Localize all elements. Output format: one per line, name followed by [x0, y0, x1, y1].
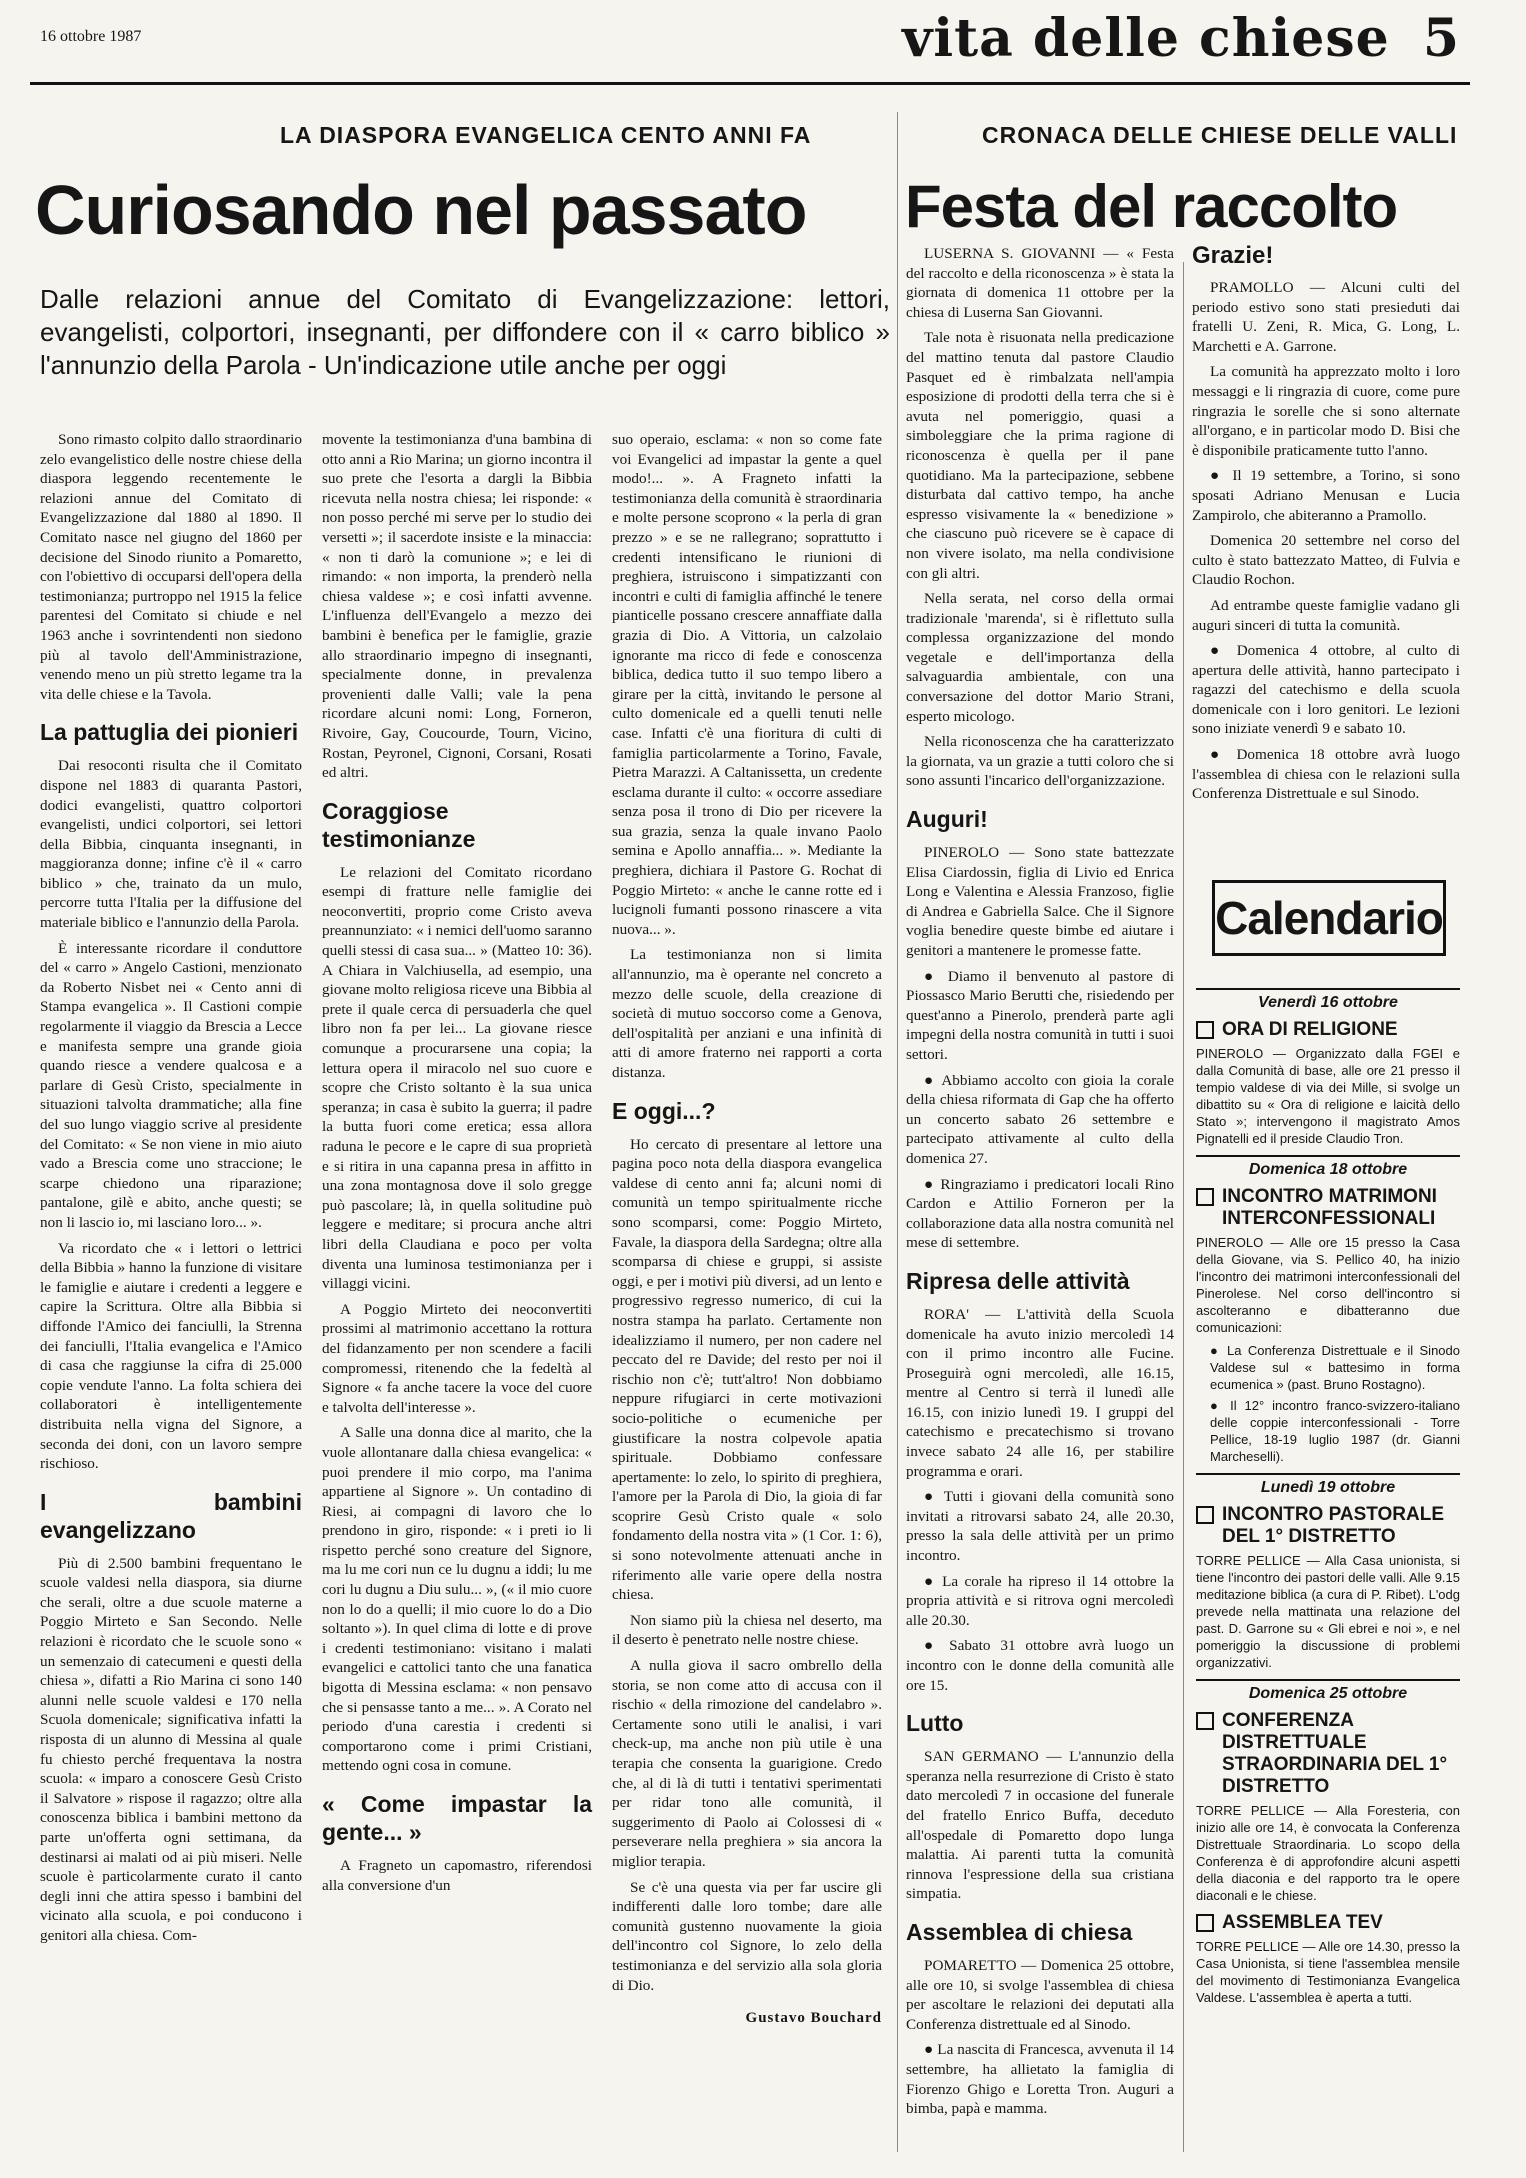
kicker-right: CRONACA DELLE CHIESE DELLE VALLI [982, 122, 1458, 148]
paragraph: ● Tutti i giovani della comunità sono invitati a ritrovarsi sabato 24, alle 20.30, presso la sala delle attività per un primo incontro. [906, 1488, 1174, 1565]
paragraph: ● Domenica 18 ottobre avrà luogo l'assemblea di chiesa con le relazioni sulla Conferenza Distrettuale e sul Sinodo. [1192, 746, 1460, 803]
event-text: TORRE PELLICE — Alla Casa unionista, si tiene l'incontro dei pastori delle valli. Alle 9.15 meditazione biblica (a cura di P. Ribet). L'odg prevede nella mattinata una relazione del past. D. Garrone su « Gli ebrei e noi », e nel pomeriggio la discussione di problemi organizzativi. [1196, 1553, 1460, 1670]
calendar-list [1196, 980, 1460, 2012]
checkbox-square-icon [1196, 1188, 1214, 1206]
event-title: INCONTRO MATRIMONI INTERCONFESSIONALI [1222, 1186, 1437, 1229]
subheading-lutto: Lutto [906, 1710, 964, 1737]
paragraph: Tale nota è risuonata nella predicazione del mattino tenuta dal pastore Claudio Pasquet ed è rimbalzata nell'ampia esposizione di prodotti della terra che si è avuta nel pomeriggio, quasi a simboleggiare che la prima ragione di riconoscenza è quella per il pane quotidiano. Ma la partecipazione, sebbene disturbata dal cattivo tempo, ha anche espresso visivamente la « benedizione » che ciascuno può ricevere se è capace di non vivere isolato, ma nella condivisione con gli altri. [906, 329, 1174, 582]
paragraph: ● La corale ha ripreso il 14 ottobre la propria attività e si ritrova ogni mercoledì alle 20.30. [906, 1572, 1174, 1629]
event-bullet: ● Il 12° incontro franco-svizzero-italiano delle coppie interconfessionali - Torre Pellice, 18-19 luglio 1987 (dr. Gianni Marcheselli). [1210, 1398, 1460, 1464]
paragraph: A Poggio Mirteto dei neoconvertiti prossimi al matrimonio accettano la rottura del fidanzamento per non scendere a facili compromessi, ritenendo che la fedeltà al Signore « fa anche tacere la voce del cuore e talvolta dell'interesse ». [322, 1300, 592, 1416]
subheading-grazie: Grazie! [1192, 242, 1274, 269]
paragraph: La comunità ha apprezzato molto i loro messaggi e li ringrazia di cuore, come pure ringrazia le sorelle che si sono alternate all'organo, e in particolar modo D. Bisi che è disponibile praticamente tutto l'anno. [1192, 363, 1460, 459]
paragraph: Nella riconoscenza che ha caratterizzato la giornata, va un grazie a tutti coloro che si sono assunti l'incarico dell'organizzazione. [906, 733, 1174, 790]
masthead [900, 8, 1460, 69]
paragraph: Non siamo più la chiesa nel deserto, ma il deserto è penetrato nelle nostre chiese. [612, 1611, 882, 1649]
event-text: TORRE PELLICE — Alla Foresteria, con inizio alle ore 14, è convocata la Conferenza Distrettuale Straordinaria. Lo scopo della Conferenza è di approfondire alcuni aspetti della diaconia e del rapporto tra le opere diaconali e le chiese. [1196, 1803, 1460, 1903]
calendar-day: Domenica 25 ottobre [1196, 1679, 1460, 1702]
checkbox-square-icon [1196, 1021, 1214, 1039]
event-text: PINEROLO — Organizzato dalla FGEI e dalla Comunità di base, alle ore 21 presso il tempio valdese di via dei Mille, si svolge un dibattito su « Ora di religione e laicità dello Stato »; intervengono il magistrato Amos Pignatelli ed il preside Claudio Tron. [1196, 1046, 1460, 1146]
paragraph: Va ricordato che « i lettori o lettrici della Bibbia » hanno la funzione di visitare le famiglie e aiutare i credenti a leggere e capire la Scrittura. Oltre alla Bibbia si diffonde l'Amico dei fanciulli, la Strenna dei fanciulli, l'Italia evangelica e l'Amico di casa che raggiunse la cifra di 25.000 copie vendute l'anno. La folta schiera dei collaboratori è intelligentemente distribuita nella vigna del Signore, a seconda dei doni, con un lavoro sempre rischioso. [40, 1239, 302, 1473]
paragraph: ● Sabato 31 ottobre avrà luogo un incontro con le donne della comunità alle ore 15. [906, 1637, 1174, 1694]
calendar-event-title [1196, 1912, 1460, 1934]
checkbox-square-icon [1196, 1506, 1214, 1524]
event-title: ORA DI RELIGIONE [1222, 1019, 1398, 1040]
article-deck: Dalle relazioni annue del Comitato di Evangelizzazione: lettori, evangelisti, colportori, insegnanti, per diffondere con il « carro biblico » l'annunzio della Parola - Un'indicazione utile anche per oggi [40, 284, 890, 380]
paragraph: È interessante ricordare il conduttore del « carro » Angelo Castioni, menzionato da Roberto Nisbet nei « Cento anni di Stampa evangelica ». Il Castioni compie regolarmente il viaggio da Brescia a Lecce e manifesta sempre una grande gioia quando riesce a vendere qualcosa e a parlare di Gesù Cristo, specialmente in situazioni talvolta drammatiche; alla fine del suo lungo viaggio scrive al presidente del Comitato: « Se non viene in mio aiuto vado a Brescia come uno straccione; le scarpe chiedono una riparazione; pantalone, gilè e abito, anche questi; se non li lascio io, mi lasciano loro... ». [40, 939, 302, 1231]
paragraph: SAN GERMANO — L'annunzio della speranza nella resurrezione di Cristo è stato dato mercoledì 7 in occasione del funerale del fratello Enrico Buffa, deceduto all'ospedale di Pomaretto dopo lunga malattia. Ai parenti tutta la comunità rinnova l'espressione della sua cristiana simpatia. [906, 1748, 1174, 1903]
section-title: vita delle chiese [902, 8, 1390, 69]
calendar-event-title [1196, 1019, 1460, 1041]
subheading: Coraggiose testimonianze [322, 797, 476, 852]
paragraph: movente la testimonianza d'una bambina di otto anni a Rio Marina; un giorno incontra il suo prete che l'esorta a dargli la Bibbia ricevuta nella nostra chiesa; lei risponde: « non posso perché mi serve per lo studio dei versetti »; il sacerdote insiste e la minaccia: « non ti darò la comunione »; e lei di rimando: « non importa, la prenderò nella chiesa valdese »; e così infatti avvenne. L'influenza dell'Evangelo a mezzo dei bambini è benefica per le famiglie, grazie allo straordinario impegno di insegnanti, specialmente donne, in prevalenza provenienti dalle Valli; vale la pena ricordare alcuni nomi: Long, Forneron, Rivoire, Gay, Coucourde, Tourn, Vicino, Rostan, Peyronel, Cignoni, Corsani, Rosati ed altri. [322, 431, 592, 782]
checkbox-square-icon [1196, 1914, 1214, 1932]
calendar-day: Domenica 18 ottobre [1196, 1155, 1460, 1178]
news-column-4 [906, 244, 1174, 2125]
calendar-title: Calendario [1212, 880, 1446, 956]
calendar-event-title [1196, 1186, 1460, 1230]
header-rule [30, 82, 1470, 85]
subheading-auguri: Auguri! [906, 806, 988, 833]
event-title: ASSEMBLEA TEV [1222, 1912, 1383, 1933]
subheading: I bambini evangelizzano [40, 1488, 302, 1543]
paragraph: POMARETTO — Domenica 25 ottobre, alle ore 10, si svolge l'assemblea di chiesa per ascoltare le relazioni dei deputati alla Conferenza distrettuale ed al Sinodo. [906, 1956, 1174, 2033]
calendar-day: Venerdì 16 ottobre [1196, 988, 1460, 1011]
kicker-left: LA DIASPORA EVANGELICA CENTO ANNI FA [280, 122, 812, 148]
calendar-event-title [1196, 1504, 1460, 1548]
headline-right: Festa del raccolto [905, 173, 1398, 240]
paragraph: ● Il 19 settembre, a Torino, si sono sposati Adriano Menusan e Lucia Zampirolo, che abiteranno a Pramollo. [1192, 467, 1460, 524]
paragraph: Dai resoconti risulta che il Comitato dispone nel 1883 di quaranta Pastori, dodici evangelisti, quattro colportori evangelisti, undici colportori, sei lettori della Bibbia, cinquanta insegnanti, in maggioranza donne; infine c'è il « carro biblico » che, trainato da un mulo, percorre tutta l'Italia per la diffusione del materiale biblico e l'annunzio della Parola. [40, 757, 302, 932]
issue-date: 16 ottobre 1987 [40, 28, 142, 45]
paragraph: A Salle una donna dice al marito, che la vuole allontanare dalla chiesa evangelica: « puoi prendere il mio corpo, ma l'anima appartiene al Signore ». Un contadino di Riesi, ai compagni di lavoro che lo prendono in giro, risponde: « i preti io li rispetto perché sono creature del Signore, ma lu me cori nun ce lu dugnu a iddi; lu me cori lu dugnu a Diu sulu... », (« il mio cuore non lo do a quelli; il mio cuore lo do a Dio soltanto »). In quel clima di lotte e di prove i credenti testimoniano: visitano i malati evangelici e cattolici tanto che una fanatica bigotta di Messina esclama: « non pensavo che si pensasse tanto a me... ». A Corato nel periodo d'una carestia i credenti si comportarono come i primi Cristiani, mettendo ogni cosa in comune. [322, 1424, 592, 1775]
paragraph: Domenica 20 settembre nel corso del culto è stato battezzato Matteo, di Fulvia e Claudio Rochon. [1192, 532, 1460, 589]
paragraph: PRAMOLLO — Alcuni culti del periodo estivo sono stati presieduti dai fratelli U. Zeni, R. Mica, G. Long, L. Marchetti e A. Garrone. [1192, 279, 1460, 355]
checkbox-square-icon [1196, 1712, 1214, 1730]
subheading: La pattuglia dei pionieri [40, 719, 299, 746]
paragraph: ● Ringraziamo i predicatori locali Rino Cardon e Attilio Forneron per la collaborazione data alla nostra comunità nel mese di settembre. [906, 1175, 1174, 1252]
paragraph: A nulla giova il sacro ombrello della storia, se non come atto di accusa con il rischio « della rimozione del candelabro ». Certamente sono utili le analisi, i vari check-up, ma anche non più utile è una terapia che consenta la guarigione. Credo che, al di là di tutti i tentativi sperimentati per ridar tono alle comunità, il suggerimento di Paolo ai Colossesi di « perseverare nella preghiera » sia ancora la miglior terapia. [612, 1657, 882, 1870]
paragraph: LUSERNA S. GIOVANNI — « Festa del raccolto e della riconoscenza » è stata la giornata di domenica 11 ottobre per la chiesa di Luserna San Giovanni. [906, 245, 1174, 321]
paragraph: Sono rimasto colpito dallo straordinario zelo evangelistico delle nostre chiese della diaspora leggendo recentemente le relazioni annue del Comitato di Evangelizzazione dal 1880 al 1890. Il Comitato nasce nel giugno del 1860 per decisione del Sinodo riunito a Pomaretto, con l'obiettivo di occuparsi dell'opera della testimonianza; purtroppo nel 1915 la felice parentesi del Comitato si chiude e nel 1963 anche i sovrintendenti non siedono più al tavolo dell'Amministrazione, venendo meno un più stretto legame tra la vita delle chiese e la Tavola. [40, 431, 302, 703]
event-title: CONFERENZA DISTRETTUALE STRAORDINARIA DEL 1° DISTRETTO [1222, 1710, 1448, 1797]
paragraph: ● Domenica 4 ottobre, al culto di apertura delle attività, hanno partecipato i ragazzi del catechismo e della scuola domenicale con i loro genitori. Le lezioni sono iniziate venerdì 9 e sabato 10. [1192, 642, 1460, 738]
paragraph: Ho cercato di presentare al lettore una pagina poco nota della diaspora evangelica valdese di cento anni fa; alcuni nomi di comunità un tempo spiritualmente ricche sono scomparsi, come: Poggio Mirteto, Favale, la diaspora della Sardegna; oltre alla scomparsa di chiese e gruppi, si assiste oggi, e per i motivi più diversi, ad un lento e progressivo regresso numerico, di cui la nostra stampa ha parlato. Certamente non idealizziamo il numero, per non cadere nel peccato del re Davide; del resto per noi il rischio non c'è; tutt'altro! Non dobbiamo neppure rifugiarci in certe motivazioni socio-politiche o ecumeniche per giustificare la nostra colpevole apatia spirituale. Dobbiamo confessare apertamente: lo zelo, lo spirito di preghiera, l'amore per la Parola di Dio, la gioia di far scoprire Gesù Cristo quale « solo fondamento della nostra vita » (1 Cor. 1: 6), si sono notevolmente attenuati anche in riferimento alle varie opere della nostra chiesa. [612, 1135, 882, 1604]
subheading-assemblea: Assemblea di chiesa [906, 1918, 1133, 1945]
headline-left: Curiosando nel passato [35, 171, 807, 249]
author-signature: Gustavo Bouchard [745, 2010, 882, 2027]
event-bullet: ● La Conferenza Distrettuale e il Sinodo Valdese sul « battesimo in forma ecumenica » (past. Bruno Rostagno). [1210, 1343, 1460, 1392]
paragraph: ● La nascita di Francesca, avvenuta il 14 settembre, ha allietato la famiglia di Fiorenzo Ghigo e Loretta Tron. Auguri a bimba, papà e mamma. [906, 2041, 1174, 2118]
column-divider [897, 112, 898, 2152]
paragraph: PINEROLO — Sono state battezzate Elisa Ciardossin, figlia di Livio ed Enrica Long e Valentina e Alessia Franzoso, figlie di Andrea e Gabriella Salce. Che il Signore voglia benedire queste bimbe ed aiutare i genitori a mantenere le promesse fatte. [906, 844, 1174, 959]
paragraph: Ad entrambe queste famiglie vadano gli auguri sinceri di tutta la comunità. [1192, 596, 1460, 634]
calendar-event-title [1196, 1710, 1460, 1798]
paragraph: La testimonianza non si limita all'annunzio, ma è operante nel concreto a mezzo delle scuole, della creazione di società di mutuo soccorso come a Genova, dell'ospitalità per anziani e una infinità di atti di amore fraterno nei rapporti a corta distanza. [612, 946, 882, 1081]
event-text: TORRE PELLICE — Alle ore 14.30, presso la Casa Unionista, si tiene l'assemblea mensile del movimento di Testimonianza Evangelica Valdese. L'assemblea è aperta a tutti. [1196, 1939, 1460, 2005]
paragraph: ● Diamo il benvenuto al pastore di Piossasco Mario Berutti che, risiedendo per quest'anno a Pinerolo, prenderà parte agli impegni della nostra comunità in tutti i suoi settori. [906, 967, 1174, 1063]
article-column-1 [40, 430, 302, 1952]
paragraph: RORA' — L'attività della Scuola domenicale ha avuto inizio mercoledì 14 con il primo incontro alle Fucine. Proseguirà ogni mercoledì, alle 16.15, mentre al Centro si terrà il lunedì alle 16.15, con inizio lunedì 19. I gruppi del catechismo e precatechismo si trovano invece sabato 24 alle 16, per stabilire programma e orari. [906, 1305, 1174, 1480]
calendar-day: Lunedì 19 ottobre [1196, 1473, 1460, 1496]
subheading-ripresa: Ripresa delle attività [906, 1267, 1130, 1294]
paragraph: Più di 2.500 bambini frequentano le scuole valdesi nella diaspora, sia diurne che serali, oltre a due scuole materne a Poggio Mirteto e San Secondo. Nelle relazioni è ricordato che le scuole sono « un semenzaio di catecumeni e questi della chiesa », difatti a Rio Marina ci sono 140 alunni nelle scuole valdesi e 170 nella Scuola domenicale; significativa infatti la risposta di un alunno di Messina al quale fu chiesto perché frequentava la nostra scuola: « imparo a conoscere Gesù Cristo il Salvatore » rispose il ragazzo; oltre alla conoscenza biblica i bambini mettono da parte un'offerta ogni settimana, da destinarsi ai malati od ai più miseri. Nelle scuole è particolarmente curato il canto degli inni che attira spesso i bambini del vicinato alla scuola, e poi conducono i genitori alla chiesa. Com- [40, 1554, 302, 1944]
subheading: E oggi...? [612, 1097, 716, 1124]
page-number: 5 [1422, 8, 1460, 69]
news-column-5 [1192, 278, 1460, 810]
subheading: « Come impastar la gente... » [322, 1791, 592, 1845]
event-title: INCONTRO PASTORALE DEL 1° DISTRETTO [1222, 1504, 1445, 1547]
paragraph: Le relazioni del Comitato ricordano esempi di fratture nelle famiglie dei neoconvertiti, proprio come Cristo aveva preannunziato: « i nemici dell'uomo saranno quelli stessi di casa sua... » (Matteo 10: 36). A Chiara in Valchiusella, ad esempio, una giovane molto religiosa riceve una Bibbia al prete il quale cerca di persuaderla che quel libro non fa per lei... La giovane riesce comunque a procurarsene una copia; la lettura opera il miracolo nel suo cuore e scopre che Cristo soltanto è la sua unica speranza; in casa è subito la guerra; il padre la butta fuori come eretica; essa allora raduna le pecore e le capre di sua proprietà e si ritira in una capanna presa in affitto in una zona montagnosa dove il solo gregge può pascolare; là, in quella solitudine può leggere e meditare; si procura anche altri libri della Claudiana e poco per volta diventa una luminosa testimonianza per i villaggi vicini. [322, 863, 592, 1293]
event-text: PINEROLO — Alle ore 15 presso la Casa della Giovane, via S. Pellico 40, ha inizio l'incontro dei matrimoni interconfessionali del Pinerolese. Nel corso dell'incontro si ascolteranno e dibatteranno due comunicazioni: [1196, 1235, 1460, 1335]
paragraph: Nella serata, nel corso della ormai tradizionale 'marenda', si è riflettuto sulla complessa organizzazione del mondo vegetale e dell'importanza della salvaguardia ambientale, con una conversazione del dottor Mario Strani, esperto micologo. [906, 590, 1174, 725]
article-column-3 [612, 430, 882, 2029]
paragraph: ● Abbiamo accolto con gioia la corale della chiesa riformata di Gap che ha offerto un concerto sabato 26 settembre e partecipato attivamente al culto della domenica 27. [906, 1071, 1174, 1167]
column-divider [1183, 262, 1184, 2152]
paragraph: Se c'è una questa via per far uscire gli indifferenti dalle loro tombe; dare alle comunità gustenno nuovamente la gioia dell'incontro col Signore, lo zelo della testimonianza e del servizio alla sola gloria di Dio. [612, 1878, 882, 1994]
paragraph: A Fragneto un capomastro, riferendosi alla conversione d'un [322, 1857, 592, 1894]
paragraph: suo operaio, esclama: « non so come fate voi Evangelici ad impastar la gente a quel modo!... ». A Fragneto infatti la testimonianza della comunità è straordinaria e molte persone scoprono « la perla di gran prezzo » e se ne rallegrano; soprattutto i credenti intensificano le riunioni di preghiera, istruiscono i simpatizzanti con incontri e culti di famiglia affinché le tenere pianticelle possano crescere annaffiate dalla grazia di Dio. A Vittoria, un calzolaio ignorante ma ricco di fede e conoscenza biblica, dedica tutto il suo tempo libero a girare per la città, invitando le persone al culto domenicale ed a quelli tenuti nelle case. Infatti c'è una fioritura di culti di famiglia particolarmente a Torino, Favale, Pietra Marazzi. A Caltanissetta, un credente esclama durante il culto: « occorre assediare senza posa il trono di Dio per ricevere la sua grazia, senza la quale invano Paolo semina e Apollo annaffia... ». Mediante la preghiera, dichiara il Pastore G. Rochat di Poggio Mirteto: « anche le canne rotte ed i lucignoli fumanti possono rinascere a vita nuova... ». [612, 431, 882, 938]
article-column-2 [322, 430, 592, 1901]
